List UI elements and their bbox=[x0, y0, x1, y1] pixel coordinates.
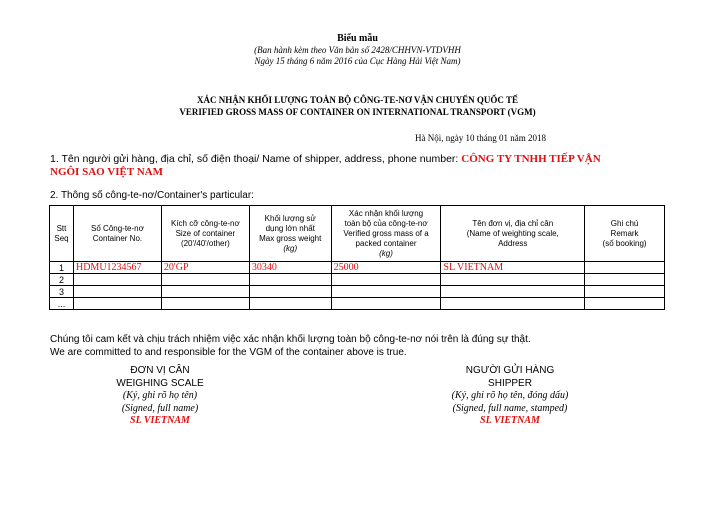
header-line: (Name of weighting scale, bbox=[466, 228, 559, 238]
cell-container-no bbox=[73, 286, 161, 298]
document-title-en: VERIFIED GROSS MASS OF CONTAINER ON INTERNATIONAL TRANSPORT (VGM) bbox=[179, 107, 536, 117]
header-line: Container No. bbox=[92, 233, 143, 243]
cell-vgm bbox=[331, 298, 441, 310]
cell-vgm bbox=[331, 286, 441, 298]
col-header-scale bbox=[441, 206, 585, 262]
cell-size bbox=[161, 274, 249, 286]
commitment-en: We are committed to and responsible for the VGM of the container above is true. bbox=[50, 347, 407, 358]
cell-container-no bbox=[73, 298, 161, 310]
header-line: Kích cỡ công-te-nơ bbox=[170, 218, 240, 228]
signature-title-en: WEIGHING SCALE bbox=[116, 377, 204, 389]
col-header-remark bbox=[585, 206, 665, 262]
signature-note-en: (Signed, full name) bbox=[121, 402, 199, 414]
header-line: Số Công-te-nơ bbox=[91, 223, 144, 233]
signature-title-en: SHIPPER bbox=[488, 377, 532, 389]
container-table bbox=[49, 205, 665, 310]
cell-scale bbox=[441, 298, 585, 310]
col-header-container-no bbox=[73, 206, 161, 262]
cell-max-weight bbox=[249, 274, 331, 286]
header-line: Max gross weight bbox=[259, 233, 322, 243]
container-section-heading: 2. Thông số công-te-nơ/Container's particular: bbox=[50, 190, 254, 201]
col-header-vgm bbox=[331, 206, 441, 262]
cell-size: 20'GP bbox=[161, 262, 249, 274]
signature-name: SL VIETNAM bbox=[480, 415, 540, 426]
signature-block-weighing-scale bbox=[80, 365, 240, 428]
cell-remark bbox=[585, 286, 665, 298]
header-line: Seq bbox=[54, 233, 69, 243]
col-header-max-weight bbox=[249, 206, 331, 262]
col-header-size bbox=[161, 206, 249, 262]
cell-vgm: 25000 bbox=[331, 262, 441, 274]
cell-size bbox=[161, 298, 249, 310]
header-line: Tên đơn vị, địa chỉ cân bbox=[472, 218, 554, 228]
document-title-vn: XÁC NHẬN KHỐI LƯỢNG TOÀN BỘ CÔNG-TE-NƠ VẬN CHUYỂN QUỐC TẾ bbox=[196, 95, 519, 105]
cell-seq: 2 bbox=[50, 274, 74, 286]
cell-max-weight: 30340 bbox=[249, 262, 331, 274]
cell-container-no: HDMU1234567 bbox=[73, 262, 161, 274]
signature-note-vn: (Ký, ghi rõ họ tên, đóng dấu) bbox=[451, 390, 569, 401]
header-line: (kg) bbox=[283, 243, 298, 253]
table-row bbox=[50, 298, 665, 310]
header-line: Verified gross mass of a bbox=[343, 228, 429, 238]
commitment-vn: Chúng tôi cam kết và chịu trách nhiệm việc xác nhận khối lượng toàn bộ công-te-nơ nói trên là đúng sự thật. bbox=[50, 334, 531, 345]
cell-seq: ... bbox=[50, 298, 74, 310]
header-line: dụng lớn nhất bbox=[265, 223, 315, 233]
table-row bbox=[50, 286, 665, 298]
shipper-name: CÔNG TY TNHH TIẾP VẬN NGÔI SAO VIỆT NAM bbox=[50, 153, 601, 178]
header-line: Xác nhận khối lượng bbox=[348, 208, 424, 218]
header-line: Remark bbox=[610, 228, 639, 238]
header-line: Ghi chú bbox=[610, 218, 639, 228]
header-line: Stt bbox=[56, 223, 67, 233]
signature-title-vn: ĐƠN VỊ CÂN bbox=[130, 365, 190, 376]
header-line: (20'/40'/other) bbox=[180, 238, 230, 248]
cell-remark bbox=[585, 262, 665, 274]
cell-max-weight bbox=[249, 286, 331, 298]
signature-title-vn: NGƯỜI GỬI HÀNG bbox=[465, 365, 555, 376]
cell-scale: SL VIETNAM bbox=[441, 262, 585, 274]
issued-line-1: (Ban hành kèm theo Văn bản số 2428/CHHVN-VTDVHH bbox=[254, 45, 461, 55]
shipper-line bbox=[50, 153, 610, 179]
cell-container-no bbox=[73, 274, 161, 286]
header-line: Address bbox=[498, 238, 528, 248]
cell-remark bbox=[585, 298, 665, 310]
cell-vgm bbox=[331, 274, 441, 286]
header-line: (kg) bbox=[379, 248, 393, 258]
table-row bbox=[50, 262, 665, 274]
cell-scale bbox=[441, 274, 585, 286]
shipper-label: 1. Tên người gửi hàng, địa chỉ, số điện thoại/ Name of shipper, address, phone number: bbox=[50, 153, 459, 165]
cell-seq: 1 bbox=[50, 262, 74, 274]
header-line: (số booking) bbox=[602, 238, 647, 248]
cell-size bbox=[161, 286, 249, 298]
table-header-row bbox=[50, 206, 665, 262]
cell-max-weight bbox=[249, 298, 331, 310]
signature-name: SL VIETNAM bbox=[130, 415, 190, 426]
signature-note-vn: (Ký, ghi rõ họ tên) bbox=[122, 390, 198, 401]
cell-seq: 3 bbox=[50, 286, 74, 298]
header-line: packed container bbox=[355, 238, 417, 248]
issued-line-2: Ngày 15 tháng 6 năm 2016 của Cục Hàng Hải Việt Nam) bbox=[254, 56, 461, 66]
table-row bbox=[50, 274, 665, 286]
header-line: toàn bộ của công-te-nơ bbox=[344, 218, 428, 228]
signature-block-shipper bbox=[430, 365, 590, 428]
cell-scale bbox=[441, 286, 585, 298]
date-line: Hà Nội, ngày 10 tháng 01 năm 2018 bbox=[415, 133, 546, 143]
cell-remark bbox=[585, 274, 665, 286]
signature-note-en: (Signed, full name, stamped) bbox=[452, 402, 568, 414]
header-line: Size of container bbox=[175, 228, 236, 238]
col-header-seq bbox=[50, 206, 74, 262]
form-title: Biểu mẫu bbox=[337, 33, 378, 44]
header-line: Khối lượng sử bbox=[264, 213, 316, 223]
